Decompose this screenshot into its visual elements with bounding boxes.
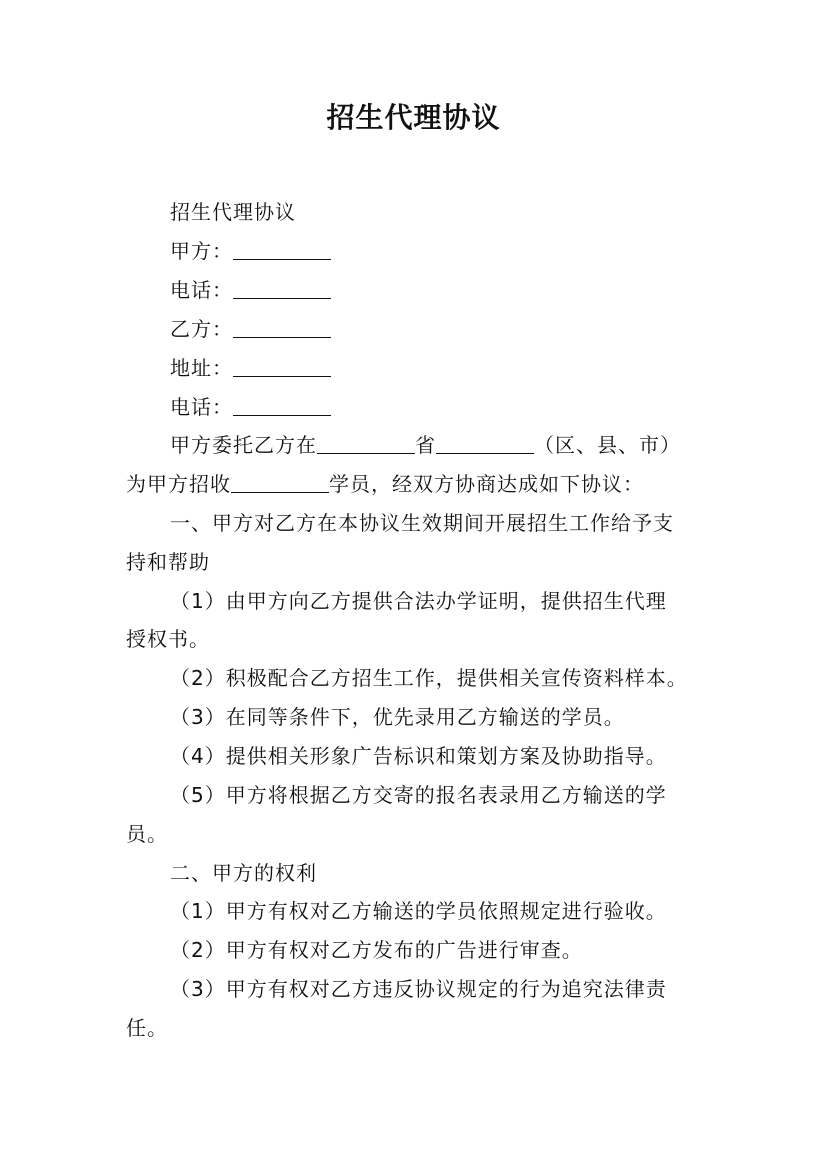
party-b-line (170, 315, 331, 343)
section1-item-5: （5）甲方将根据乙方交寄的报名表录用乙方输送的学 (170, 783, 667, 807)
phone-b-blank (233, 395, 331, 416)
section2-heading: 二、甲方的权利 (170, 861, 317, 885)
section2-item-2: （2）甲方有权对乙方发布的广告进行审查。 (170, 938, 583, 962)
section1-item-1-cont: 授权书。 (126, 627, 210, 651)
party-b-blank (233, 317, 331, 338)
party-a-blank (233, 239, 331, 260)
section1-item-5-cont: 员。 (126, 822, 168, 846)
address-blank (233, 356, 331, 377)
intro-line-2 (126, 470, 644, 498)
party-a-line (170, 237, 331, 265)
location-blank (317, 433, 415, 454)
section1-item-4: （4）提供相关形象广告标识和策划方案及协助指导。 (170, 744, 667, 768)
section1-item-1: （1）由甲方向乙方提供合法办学证明，提供招生代理 (170, 589, 667, 613)
document-title: 招生代理协议 (326, 101, 501, 134)
students-blank (231, 472, 329, 493)
intro-text: 为甲方招收 (126, 472, 231, 496)
intro-text: 学员，经双方协商达成如下协议： (329, 472, 644, 496)
party-a-label: 甲方： (170, 239, 233, 263)
province-blank (436, 433, 534, 454)
intro-text: （区、县、市） (534, 433, 681, 457)
intro-line-1 (170, 431, 681, 459)
intro-text: 省 (415, 433, 436, 457)
phone-a-line (170, 276, 331, 304)
section1-heading-cont: 持和帮助 (126, 550, 210, 574)
section1-heading: 一、甲方对乙方在本协议生效期间开展招生工作给予支 (170, 511, 674, 535)
phone-a-label: 电话： (170, 278, 233, 302)
intro-text: 甲方委托乙方在 (170, 433, 317, 457)
phone-b-label: 电话： (170, 395, 233, 419)
phone-b-line (170, 393, 331, 421)
party-b-label: 乙方： (170, 317, 233, 341)
phone-a-blank (233, 278, 331, 299)
section1-item-2: （2）积极配合乙方招生工作，提供相关宣传资料样本。 (170, 666, 688, 690)
section2-item-3-cont: 任。 (126, 1016, 168, 1040)
address-line (170, 354, 331, 382)
address-label: 地址： (170, 356, 233, 380)
section1-item-3: （3）在同等条件下，优先录用乙方输送的学员。 (170, 705, 625, 729)
section2-item-3: （3）甲方有权对乙方违反协议规定的行为追究法律责 (170, 977, 667, 1001)
subheading: 招生代理协议 (170, 200, 296, 224)
section2-item-1: （1）甲方有权对乙方输送的学员依照规定进行验收。 (170, 899, 667, 923)
